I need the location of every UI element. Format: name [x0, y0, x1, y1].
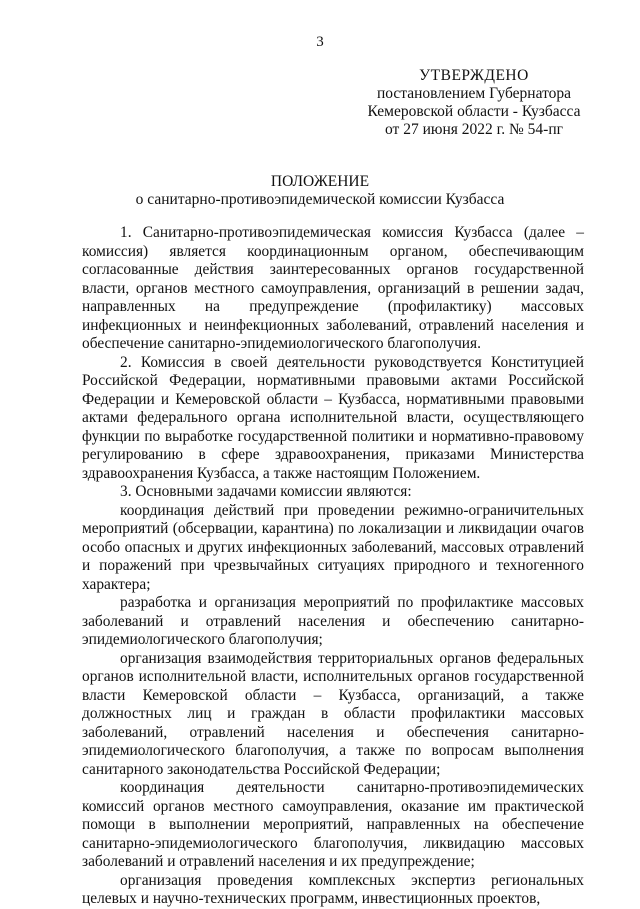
document-body — [82, 224, 584, 909]
paragraph: организация проведения комплексных экспертиз региональных целевых и научно-технических программ, инвестиционных проектов, — [82, 871, 584, 907]
paragraph: организация взаимодействия территориальных органов федеральных органов исполнительной власти, исполнительных органов государственной власти Кемеровской области – Кузбасса, организаций, а также должностных лиц и граждан в области профилактики массовых заболеваний, отравлений населения и обеспечения санитарно-эпидемиологического благополучия, а также по вопросам выполнения санитарного законодательства Российской Федерации; — [82, 649, 584, 778]
approval-heading: УТВЕРЖДЕНО — [419, 67, 529, 84]
approval-line: постановлением Губернатора — [376, 85, 572, 102]
document-title-block — [0, 173, 640, 209]
paragraph: координация действий при проведении режимно-ограничительных мероприятий (обсервации, карантина) по локализации и ликвидации очагов особо опасных и других инфекционных заболеваний, массовых отравлений и поражений при чрезвычайных ситуациях природного и техногенного характера; — [82, 501, 584, 593]
document-subtitle: о санитарно-противоэпидемической комиссии Кузбасса — [135, 191, 505, 208]
paragraph: координация деятельности санитарно-противоэпидемических комиссий органов местного самоуправления, оказание им практической помощи в выполнении мероприятий, направленных на обеспечение санитарно-эпидемиологического благополучия, ликвидацию массовых заболеваний и отравлений населения и их предупреждение; — [82, 779, 584, 870]
approval-line: от 27 июня 2022 г. № 54-пг — [385, 121, 563, 138]
approval-line: Кемеровской области - Кузбасса — [367, 103, 581, 120]
paragraph: 2. Комиссия в своей деятельности руководствуется Конституцией Российской Федерации, нормативными правовыми актами Российской Федерации и Кемеровской области – Кузбасса, нормативными правовыми актами федерального органа исполнительной власти, осуществляющего функции по выработке государственной политики и нормативно-правовому регулированию в сфере здравоохранения, приказами Министерства здравоохранения Кузбасса, а также настоящим Положением. — [82, 353, 584, 482]
document-title: ПОЛОЖЕНИЕ — [270, 173, 370, 190]
approval-block — [364, 67, 584, 139]
page-number: 3 — [316, 34, 324, 50]
paragraph: 1. Санитарно-противоэпидемическая комиссия Кузбасса (далее – комиссия) является координационным органом, обеспечивающим согласованные действия заинтересованных органов государственной власти, органов местного самоуправления, организаций в решении задач, направленных на предупреждение (профилактику) массовых инфекционных и неинфекционных заболеваний, отравлений населения и обеспечение санитарно-эпидемиологического благополучия. — [82, 224, 584, 352]
paragraph: разработка и организация мероприятий по профилактике массовых заболеваний и отравлений населения и обеспечению санитарно-эпидемиологического благополучия; — [82, 594, 584, 648]
paragraph: 3. Основными задачами комиссии являются: — [120, 483, 412, 500]
